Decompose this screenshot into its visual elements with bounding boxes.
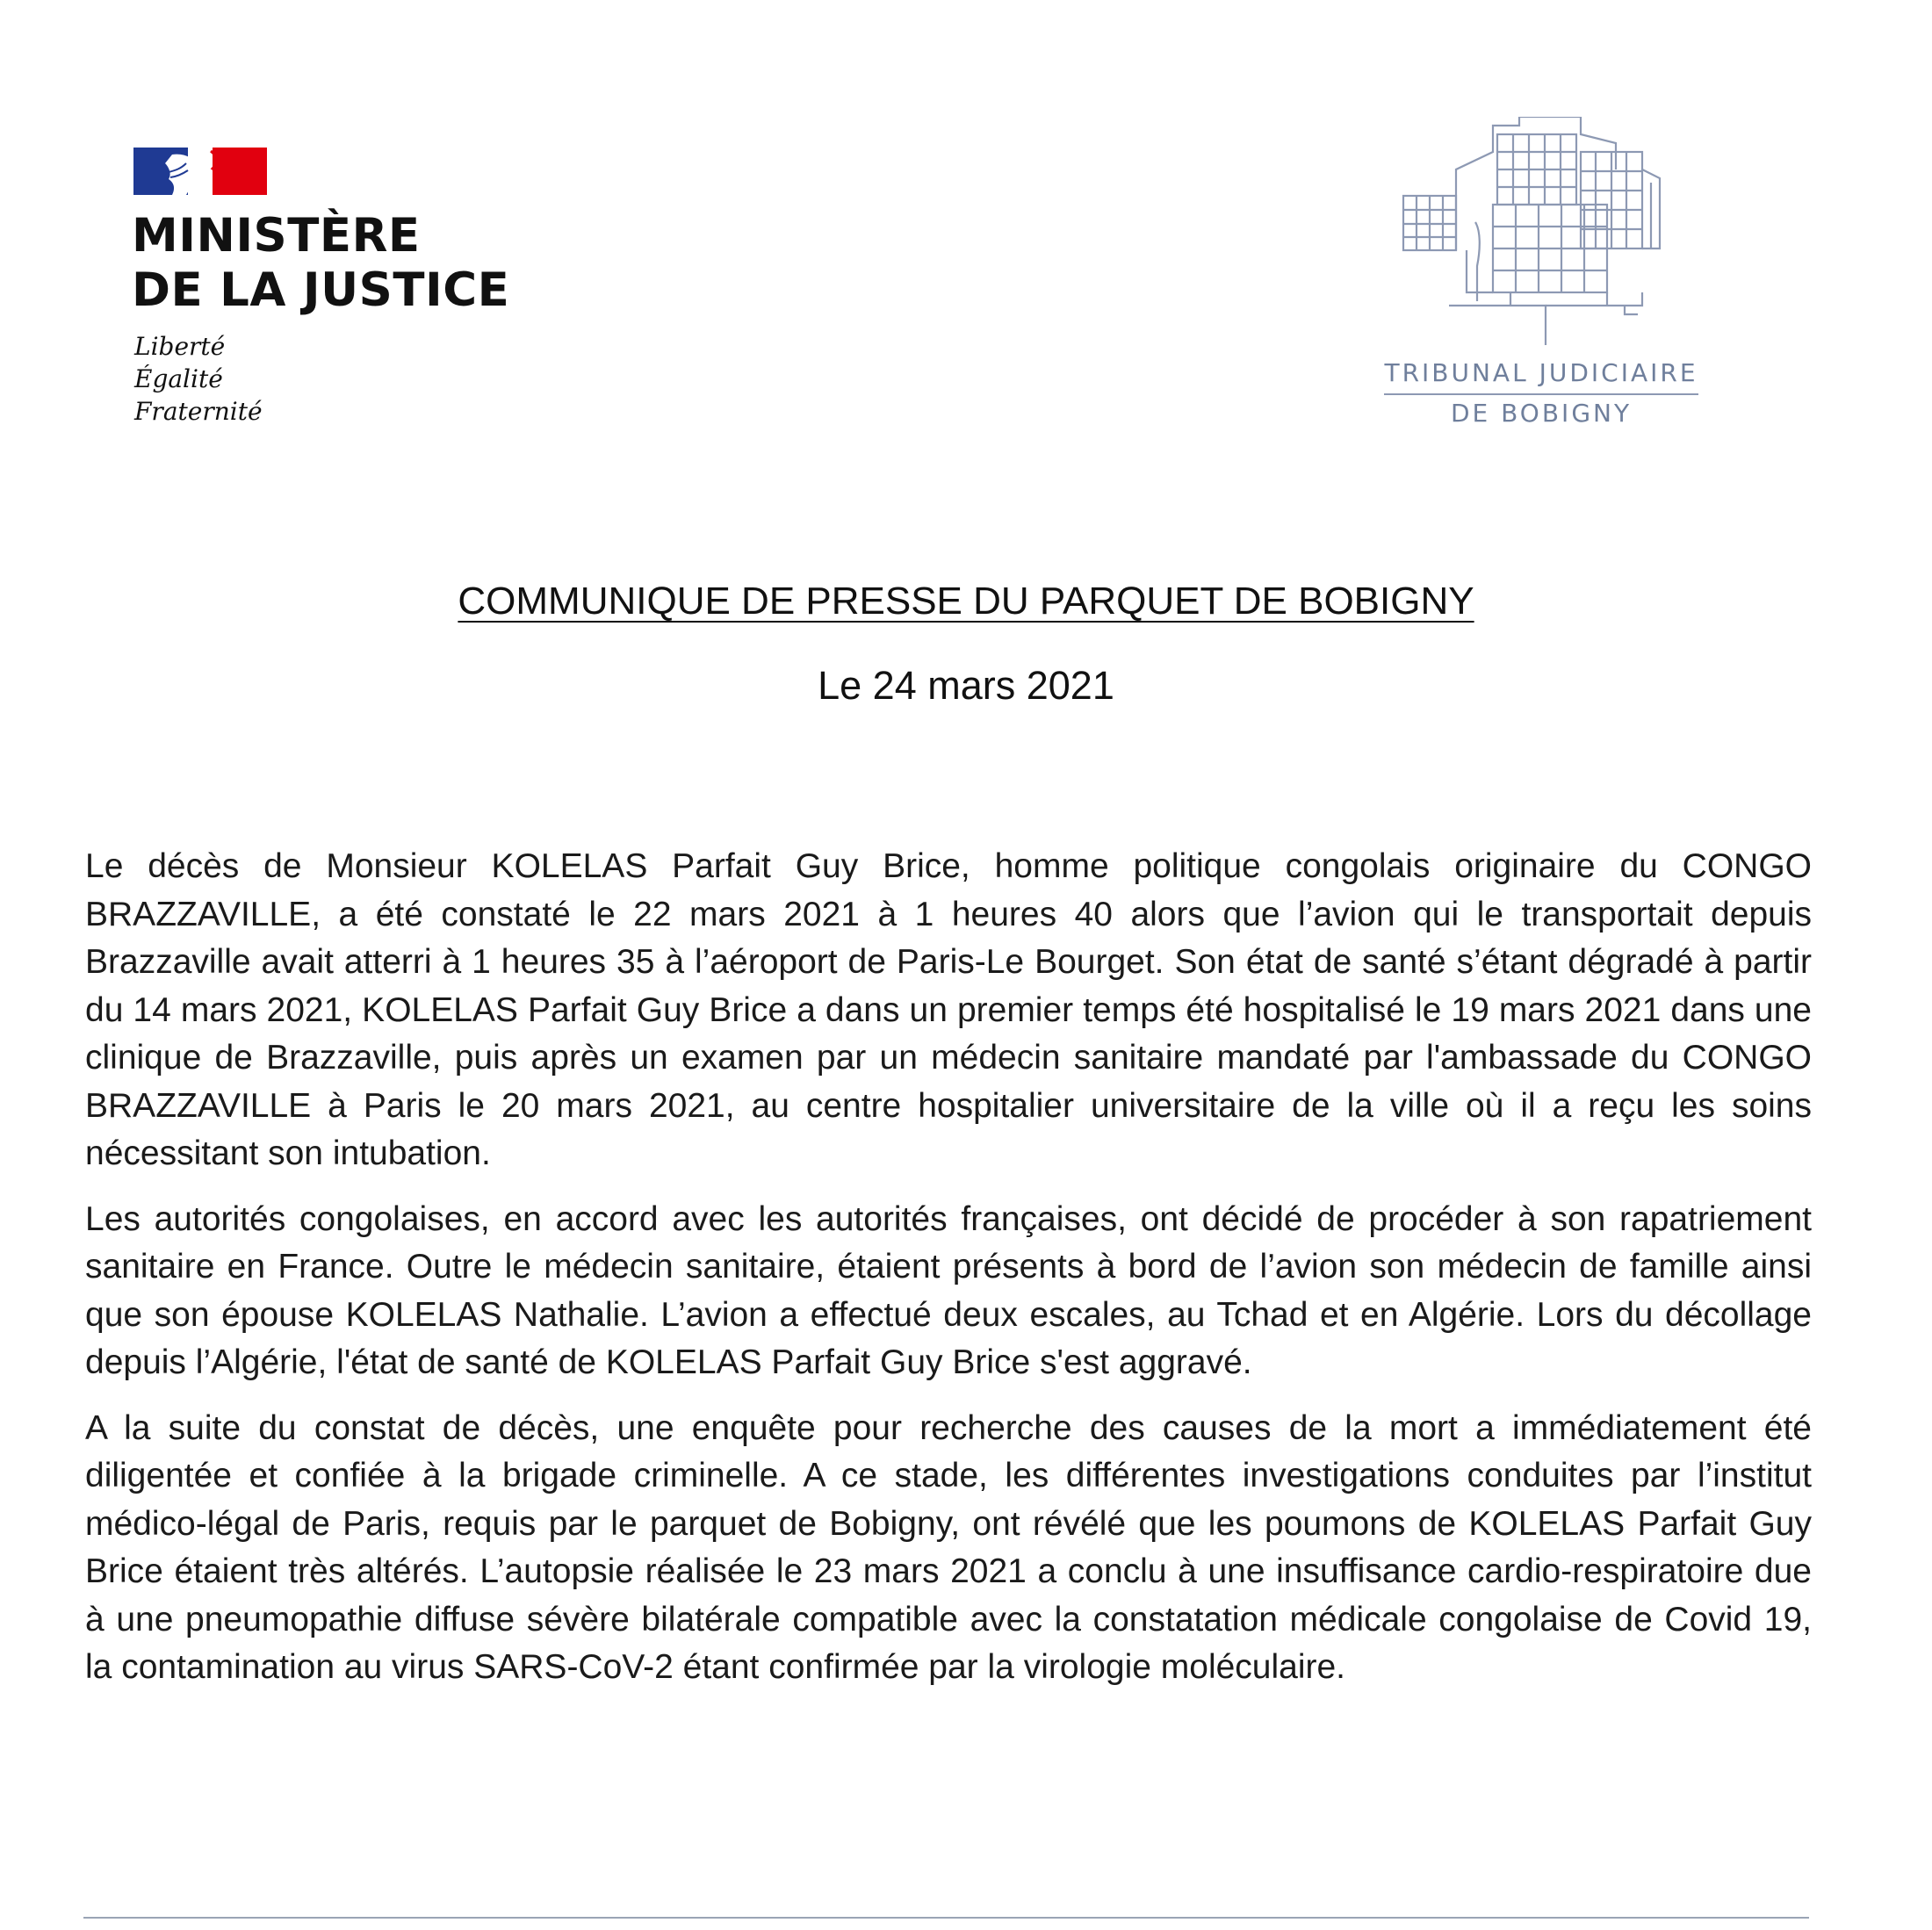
footer-divider xyxy=(83,1917,1809,1919)
tribunal-name-line2: DE BOBIGNY xyxy=(1450,399,1633,428)
motto-egalite: Égalité xyxy=(134,364,223,393)
ministry-name-line1: MINISTÈRE xyxy=(132,209,421,263)
ministry-name-line2: DE LA JUSTICE xyxy=(132,263,510,317)
tribunal-name xyxy=(1344,355,1739,432)
ministry-name xyxy=(132,209,588,318)
body-paragraph-3: A la suite du constat de décès, une enquête pour recherche des causes de la mort a immédiatement été diligentée et confiée à la brigade criminelle. A ce stade, les différentes investigations conduites par l’institut médico-légal de Paris, requis par le parquet de Bobigny, ont révélé que les poumons de KOLELAS Parfait Guy Brice étaient très altérés. L’autopsie réalisée le 23 mars 2021 a conclu à une insuffisance cardio-respiratoire due à une pneumopathie diffuse sévère bilatérale compatible avec la constatation médicale congolaise de Covid 19, la contamination au virus SARS-CoV-2 étant confirmée par la virologie moléculaire. xyxy=(85,1408,1812,1686)
body-paragraph-1: Le décès de Monsieur KOLELAS Parfait Guy Brice, homme politique congolais originaire du CONGO BRAZZAVILLE, a été constaté le 22 mars 2021 à 1 heures 40 alors que l’avion qui le transportait depuis Brazzaville avait atterri à 1 heures 35 à l’aéroport de Paris-Le Bourget. Son état de santé s’étant dégradé à partir du 14 mars 2021, KOLELAS Parfait Guy Brice a dans un premier temps été hospitalisé le 19 mars 2021 dans une clinique de Brazzaville, puis après un examen par un médecin sanitaire mandaté par l'ambassade du CONGO BRAZZAVILLE à Paris le 20 mars 2021, au centre hospitalier universitaire de la ville où il a reçu les soins nécessitant son intubation. xyxy=(85,847,1812,1172)
tribunal-name-line1: TRIBUNAL JUDICIAIRE xyxy=(1384,355,1698,395)
motto-liberte: Liberté xyxy=(134,332,226,361)
tribunal-building-logo xyxy=(1396,117,1686,347)
document-title xyxy=(0,580,1932,623)
motto-fraternite: Fraternité xyxy=(134,397,263,426)
republic-motto xyxy=(134,330,263,428)
marianne-flag-logo xyxy=(133,148,267,195)
document-title-text: COMMUNIQUE DE PRESSE DU PARQUET DE BOBIGNY xyxy=(458,580,1474,623)
document-body xyxy=(85,843,1812,1710)
body-paragraph-2: Les autorités congolaises, en accord avec les autorités françaises, ont décidé de procéder à son rapatriement sanitaire en France. Outre le médecin sanitaire, étaient présents à bord de l’avion son médecin de famille ainsi que son épouse KOLELAS Nathalie. L’avion a effectué deux escales, au Tchad et en Algérie. Lors du décollage depuis l’Algérie, l'état de santé de KOLELAS Parfait Guy Brice s'est aggravé. xyxy=(85,1199,1812,1381)
document-date: Le 24 mars 2021 xyxy=(818,663,1114,708)
